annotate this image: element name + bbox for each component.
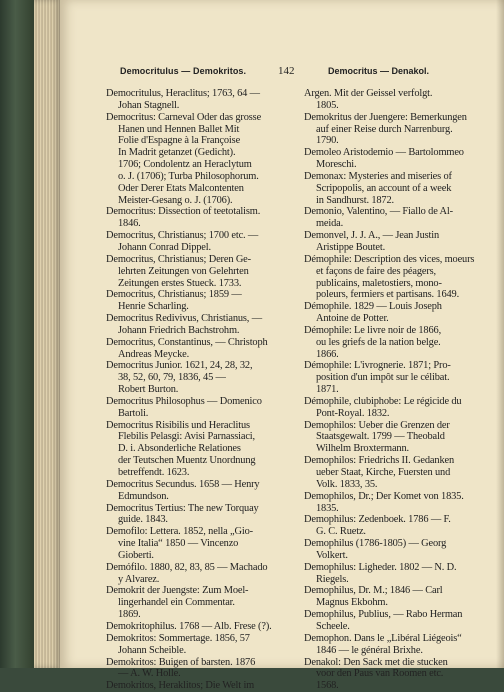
entry: Demophilos, Dr.; Der Komet von 1835. 1835. xyxy=(304,491,480,515)
entry: Democritus, Christianus; 1859 — Henrie Scharling. xyxy=(106,289,282,313)
book-binding xyxy=(0,0,34,668)
entry: Demokrit der Juengste: Zum Moel- lingerhandel ein Commentar. 1869. xyxy=(106,585,282,621)
entry: Démophile, clubiphobe: Le régicide du Pont-Royal. 1832. xyxy=(304,396,480,420)
entry: Demonio, Valentino, — Fiallo de Al- meida. xyxy=(304,206,480,230)
entry: Demófilo. 1880, 82, 83, 85 — Machado y Alvarez. xyxy=(106,562,282,586)
entry: Demophilus (1786-1805) — Georg Volkert. xyxy=(304,538,480,562)
entry: Demokritus der Juengere: Bemerkungen auf einer Reise durch Narrenburg. 1790. xyxy=(304,112,480,148)
entry: Demophilos: Ueber die Grenzen der Staatsgewalt. 1799 — Theobald Wilhelm Broxtermann. xyxy=(304,420,480,456)
entry: Democritus: Carneval Oder das grosse Hanen und Hennen Ballet Mit Folie d'Espagne à la Françoise In Madrit getanzet (Gedicht). 1706; Condolentz an Heraclytum o. J. (1706); Turba Philosophorum. Oder Derer Etats Malcontenten Meister-Gesang o. J. (1706). xyxy=(106,112,282,207)
entry: Democritus Philosophus — Domenico Bartoli. xyxy=(106,396,282,420)
entry: Demofilo: Lettera. 1852, nella „Gio- vine Italia“ 1850 — Vincenzo Gioberti. xyxy=(106,526,282,562)
entry: Demophilus, Dr. M.; 1846 — Carl Magnus Ekbohm. xyxy=(304,585,480,609)
entry: Democritus Redivivus, Christianus, — Johann Friedrich Bachstrohm. xyxy=(106,313,282,337)
entry: Democritus: Dissection of teetotalism. 1846. xyxy=(106,206,282,230)
entry: Demoleo Aristodemio — Bartolommeo Moreschi. xyxy=(304,147,480,171)
entry: Democritulus, Heraclitus; 1763, 64 — Johan Stagnell. xyxy=(106,88,282,112)
page-edges xyxy=(34,0,60,668)
entry: Démophile: Description des vices, moeurs et façons de faire des péagers, publicains, maletostiers, mono- poleurs, fermiers et partisans. 1649. xyxy=(304,254,480,301)
entry: Democritus Secundus. 1658 — Henry Edmundson. xyxy=(106,479,282,503)
entry: Démophile: Le livre noir de 1866, ou les griefs de la nation belge. 1866. xyxy=(304,325,480,361)
entry: Democritus Risibilis und Heraclitus Flebilis Pelasgi: Avisi Parnassiaci, D. i. Absonderliche Relationes der Teutschen Muentz Unordnung betreffendt. 1623. xyxy=(106,420,282,479)
entry: Demokritos: Sommertage. 1856, 57 Johann Scheible. xyxy=(106,633,282,657)
book-page xyxy=(60,0,504,668)
right-column xyxy=(304,88,480,692)
entry: Demokritos, Heraklitos; Die Welt im xyxy=(106,680,282,692)
entry: Democritus, Constantinus, — Christoph Andreas Meycke. xyxy=(106,337,282,361)
page-shadow xyxy=(496,0,504,668)
entry: Demokritos: Buigen of barsten. 1876 — A. W. Holle. xyxy=(106,657,282,681)
running-head-right: Democritus — Denakol. xyxy=(328,66,429,76)
entry: Demophilus, Publius, — Rabo Herman Scheele. xyxy=(304,609,480,633)
entry: Democritus, Christianus; Deren Ge- lehrten Zeitungen von Gelehrten Zeitungen erstes Stueck. 1733. xyxy=(106,254,282,290)
entry: Demonax: Mysteries and miseries of Scripopolis, an account of a week in Sandhurst. 1872. xyxy=(304,171,480,207)
entry: Demophilos: Friedrichs II. Gedanken ueber Staat, Kirche, Fuersten und Volk. 1833, 35. xyxy=(304,455,480,491)
entry: Argen. Mit der Geissel verfolgt. 1805. xyxy=(304,88,480,112)
entry: Demophon. Dans le „Libéral Liégeois“ 1846 — le général Brixhe. xyxy=(304,633,480,657)
entry: Democritus Junior. 1621, 24, 28, 32, 38, 52, 60, 79, 1836, 45 — Robert Burton. xyxy=(106,360,282,396)
entry: Demophilus: Ligheder. 1802 — N. D. Riegels. xyxy=(304,562,480,586)
entry: Demonvel, J. J. A., — Jean Justin Aristippe Boutet. xyxy=(304,230,480,254)
running-head-left: Democritulus — Demokritos. xyxy=(120,66,246,76)
entry: Demophilus: Zedenboek. 1786 — F. G. C. Ruetz. xyxy=(304,514,480,538)
entry: Démophile. 1829 — Louis Joseph Antoine de Potter. xyxy=(304,301,480,325)
entry: Démophile: L'ivrognerie. 1871; Pro- position d'un impôt sur le célibat. 1871. xyxy=(304,360,480,396)
entry: Demokritophilus. 1768 — Alb. Frese (?). xyxy=(106,621,282,633)
entry: Democritus, Christianus; 1700 etc. — Johann Conrad Dippel. xyxy=(106,230,282,254)
page-number: 142 xyxy=(278,65,295,77)
left-column xyxy=(106,88,282,692)
entry: Democritus Tertius: The new Torquay guide. 1843. xyxy=(106,503,282,527)
running-head xyxy=(60,66,504,82)
entry: Denakol: Den Sack met die stucken voor den Paus van Roomen etc. 1568. xyxy=(304,657,480,692)
